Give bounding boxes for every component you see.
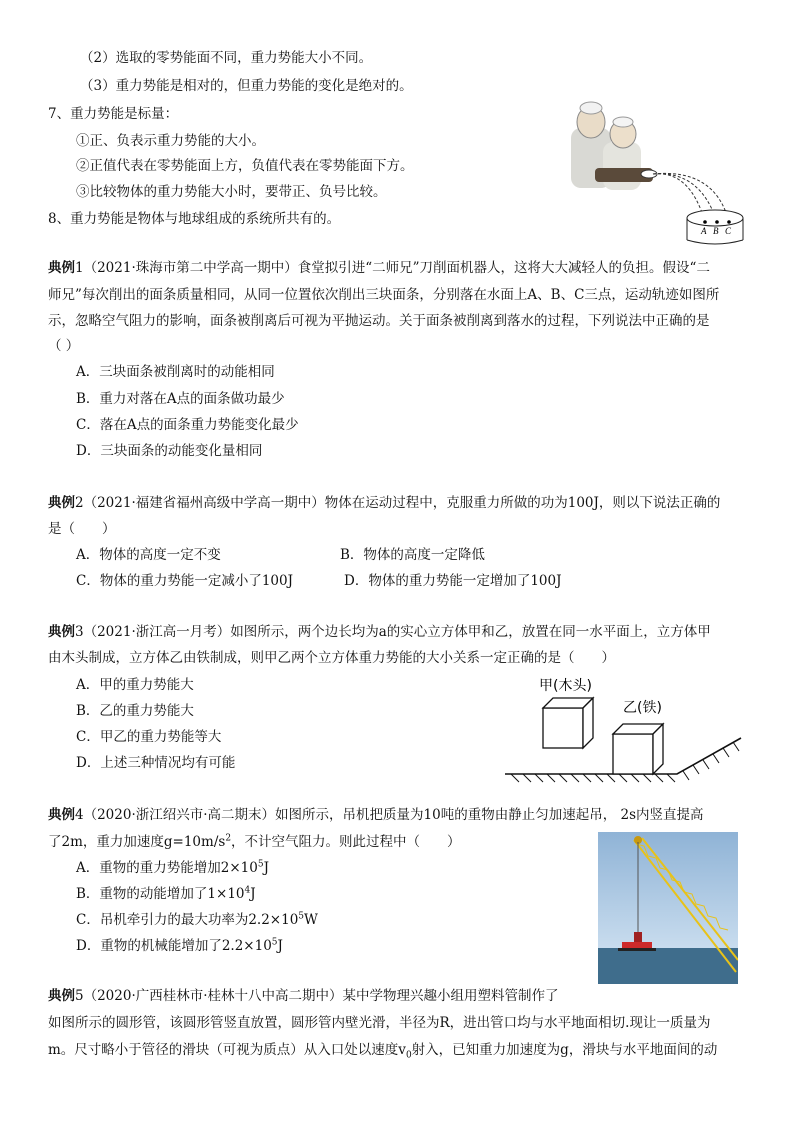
example-2-option-c: C．物体的重力势能一定减小了100J (76, 573, 294, 589)
example-5-label: 典例 (48, 988, 75, 1004)
example-3-number: 3 (75, 624, 84, 640)
example-4-option-c: C．吊机牵引力的最大功率为$2.2\times 10^5W$ (76, 911, 318, 928)
example-2-line-1: 典例2（2021·福建省福州高级中学高一期中）物体在运动过程中，克服重力所做的功为100J，则以下说法正确的 (48, 495, 721, 511)
robot-body-2 (603, 142, 641, 190)
example-5-number: 5 (75, 988, 84, 1004)
crane-photo (598, 832, 738, 984)
example-3-option-a: A．甲的重力势能大 (76, 677, 194, 693)
example-3-option-d: D．上述三种情况均有可能 (76, 755, 236, 771)
example-4-option-b: B．重物的动能增加了$1\times 10^4J$ (76, 885, 256, 902)
example-4-label: 典例 (48, 807, 75, 823)
pot-rim (687, 210, 743, 226)
example-5-line-2: 如图所示的圆形管，该圆形管竖直放置，圆形管内壁光滑，半径为R，进出管口均与水平地面相切.现让一质量为 (48, 1015, 711, 1031)
example-2-option-b: B．物体的高度一定降低 (340, 547, 485, 563)
example-1-option-a: A．三块面条被削离时的动能相同 (76, 364, 275, 380)
label-a: A (701, 226, 707, 236)
point-7-b: ②正值代表在零势能面上方，负值代表在零势能面下方。 (76, 158, 414, 174)
example-1-option-c: C．落在A点的面条重力势能变化最少 (76, 417, 299, 433)
point-7-heading: 7、重力势能是标量： (48, 106, 179, 122)
example-2-option-a: A．物体的高度一定不变 (76, 547, 221, 563)
example-3-option-c: C．甲乙的重力势能等大 (76, 729, 222, 745)
example-1-source: （2021·珠海市第二中学高一期中） (83, 260, 298, 276)
example-4-option-d: D．重物的机械能增加了$2.2\times 10^5J$ (76, 937, 283, 954)
example-2-source: （2021·福建省福州高级中学高一期中） (83, 495, 325, 511)
example-4-line-1: 典例4（2020·浙江绍兴市·高二期末）如图所示，吊机把质量为10吨的重物由静止匀加速起吊， 2s内竖直提高 (48, 807, 704, 823)
cube-jia-label: 甲(木头) (539, 678, 592, 694)
example-1-line-1: 典例1（2021·珠海市第二中学高一期中）食堂拟引进“二师兄”刀削面机器人，这将大大减轻人的负担。假设“二 (48, 260, 710, 276)
example-4-option-a: A．重物的重力势能增加$2\times 10^5J$ (76, 859, 269, 876)
point-7-c: ③比较物体的重力势能大小时，要带正、负号比较。 (76, 184, 387, 200)
point-7-a: ①正、负表示重力势能的大小。 (76, 133, 265, 149)
example-1-option-b: B．重力对落在A点的面条做功最少 (76, 391, 285, 407)
example-5-line-3: m。尺寸略小于管径的滑块（可视为质点）从入口处以速度$v_0$射入，已知重力加速度为g，滑块与水平地面间的动 (48, 1042, 718, 1061)
example-1-line-2: 师兄”每次削出的面条质量相同，从同一位置依次削出三块面条，分别落在水面上A、B、C三点，运动轨迹如图所 (48, 287, 720, 303)
example-1-option-d: D．三块面条的动能变化量相同 (76, 443, 263, 459)
example-3-line-1: 典例3（2021·浙江高一月考）如图所示，两个边长均为a的实心立方体甲和乙，放置在同一水平面上，立方体甲 (48, 624, 711, 640)
example-1-blank: （ ） (48, 338, 80, 354)
example-3-label: 典例 (48, 624, 75, 640)
crane-hook (634, 932, 642, 942)
example-5-line-1: 典例5（2020·广西桂林市·桂林十八中高二期中）某中学物理兴趣小组用塑料管制作了 (48, 988, 559, 1004)
robot-hat-2 (613, 117, 633, 127)
intro-line-2: （2）选取的零势能面不同，重力势能大小不同。 (80, 50, 373, 66)
example-4-number: 4 (75, 807, 84, 823)
example-4-source: （2020·浙江绍兴市·高二期末） (83, 807, 276, 823)
example-1-number: 1 (75, 260, 84, 276)
label-b: B (713, 226, 719, 236)
cube-yi-label: 乙(铁) (623, 700, 662, 716)
point-8: 8、重力势能是物体与地球组成的系统所共有的。 (48, 211, 341, 227)
cubes-figure (505, 670, 745, 795)
example-3-option-b: B．乙的重力势能大 (76, 703, 194, 719)
noodle-robot-figure (565, 100, 745, 246)
sky (598, 832, 738, 948)
intro-line-3: （3）重力势能是相对的，但重力势能的变化是绝对的。 (80, 78, 413, 94)
cube-yi (613, 724, 663, 774)
example-5-source: （2020·广西桂林市·桂林十八中高二期中） (83, 988, 343, 1004)
sea (598, 948, 738, 984)
example-2-option-d: D．物体的重力势能一定增加了100J (344, 573, 562, 589)
example-2-label: 典例 (48, 495, 75, 511)
example-3-line-2: 由木头制成，立方体乙由铁制成，则甲乙两个立方体重力势能的大小关系一定正确的是（ ） (48, 650, 615, 666)
robot-hat-1 (580, 102, 602, 114)
example-1-label: 典例 (48, 260, 75, 276)
example-1-line-3: 示，忽略空气阻力的影响，面条被削离后可视为平抛运动。关于面条被削离到落水的过程，下列说法中正确的是 (48, 313, 710, 329)
example-2-line-2: 是（ ） (48, 521, 116, 537)
example-2-number: 2 (75, 495, 84, 511)
cube-jia (543, 698, 593, 748)
example-3-source: （2021·浙江高一月考） (83, 624, 231, 640)
example-4-line-2: 了2m，重力加速度$g=10m/s^2$，不计空气阻力。则此过程中（ ） (48, 833, 461, 850)
label-c: C (725, 226, 732, 236)
